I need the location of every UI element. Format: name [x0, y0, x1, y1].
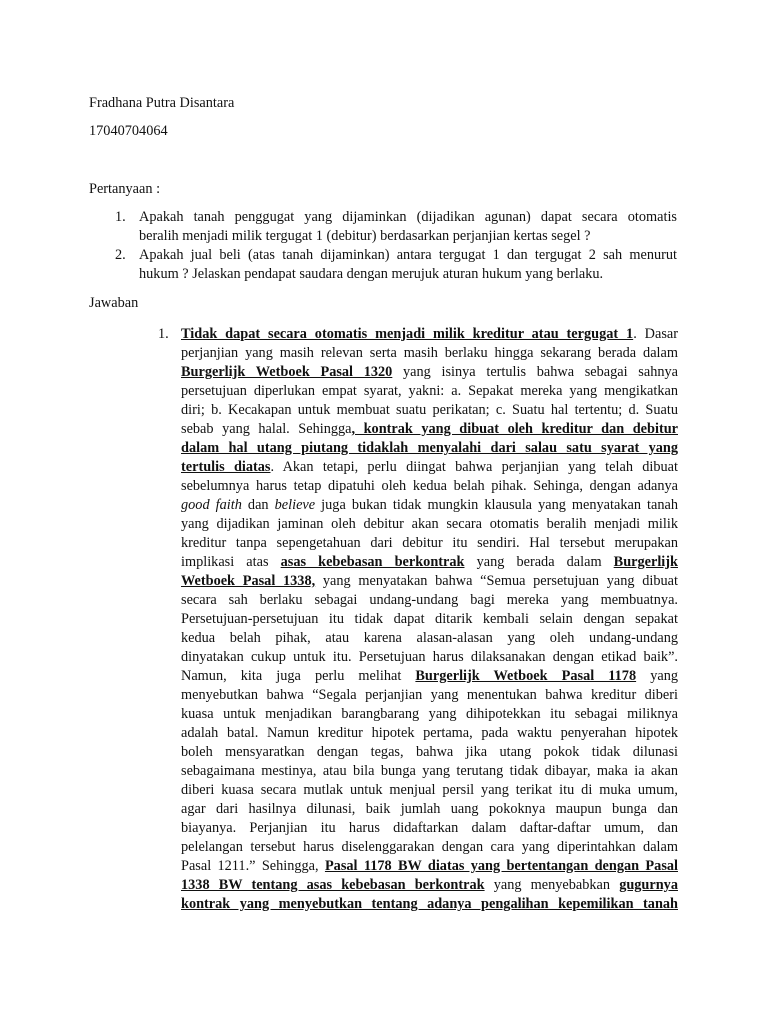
answer-text: . Dasar [633, 326, 678, 342]
answer-text: dan [241, 497, 275, 513]
legal-reference: Burgerlijk Wetboek Pasal 1320 [181, 364, 393, 380]
answer-text: Pasal 1211.” Sehingga, [181, 858, 325, 874]
question-line: hukum ? Jelaskan pendapat saudara dengan merujuk aturan hukum yang berlaku. [139, 266, 604, 282]
answer-text: yang dijadikan jaminan oleh debitur akan secara otomatis beralih menjadi milik [181, 516, 678, 532]
student-id: 17040704064 [89, 123, 168, 139]
answer-text: diberi kuasa secara mutlak untuk menjual persil yang terikat itu di muka umum, [181, 782, 678, 798]
answer-text: sebelumnya harus tetap dipatuhi oleh kedua belah pihak. Sehinga, dengan adanya [181, 478, 678, 494]
question-number: 2. [115, 247, 126, 263]
legal-reference: 1338 BW tentang asas kebebasan berkontrak [181, 877, 485, 893]
italic-term: good faith [181, 497, 242, 513]
legal-reference: Burgerlijk Wetboek Pasal 1178 [415, 668, 637, 684]
legal-reference: asas kebebasan berkontrak [280, 554, 465, 570]
answer-text: . Akan tetapi, perlu diingat bahwa perjanjian yang telah dibuat [270, 459, 678, 475]
answer-text: yang berada dalam [464, 554, 614, 570]
answer-text: pelelangan tersebut harus diselenggarakan dengan cara yang diperintahkan dalam [181, 839, 678, 855]
question-item-1 [115, 208, 677, 246]
answer-text: yang menyebabkan [484, 877, 620, 893]
answer-text: agar dari hasilnya dilunasi, baik jumlah uang pokoknya maupun bunga dan [181, 801, 678, 817]
question-line: Apakah tanah penggugat yang dijaminkan (dijadikan agunan) dapat secara otomatis [139, 209, 677, 225]
answer-text: Namun, kita juga perlu melihat [181, 668, 416, 684]
legal-reference: Wetboek Pasal 1338, [181, 573, 316, 589]
answer-text: yang isinya tertulis bahwa sebagai sahnya [392, 364, 679, 380]
answer-text: adalah batal. Namun kreditur hipotek pertama, pada waktu penyerahan hipotek [181, 725, 678, 741]
questions-label: Pertanyaan : [89, 181, 161, 197]
answer-text: yang [636, 668, 678, 684]
emphasis-text: dalam hal utang piutang tidaklah menyalahi dari salau satu syarat yang [181, 440, 678, 456]
author-name: Fradhana Putra Disantara [89, 95, 235, 111]
emphasis-text: Tidak dapat secara otomatis menjadi milik kreditur atau tergugat 1 [181, 326, 634, 342]
answer-text: dinyatakan cukup untuk itu. Persetujuan harus dilaksanakan dengan etikad baik”. [181, 649, 678, 665]
answer-text: yang menyatakan bahwa “Semua persetujuan yang dibuat [315, 573, 678, 589]
question-line: beralih menjadi milik tergugat 1 (debitur) berdasarkan perjanjian kertas segel ? [139, 228, 591, 244]
legal-reference: Burgerlijk [613, 554, 678, 570]
answer-number: 1. [158, 326, 169, 342]
answer-text: menyebutkan bahwa “Segala perjanjian yang menentukan bahwa kreditur diberi [181, 687, 678, 703]
emphasis-text: gugurnya [619, 877, 678, 893]
answer-text: boleh mensyaratkan dengan tegas, bahwa jika utang pokok tidak dilunasi [181, 744, 678, 760]
answer-text: kedua belah pihak, atau karena alasan-alasan yang oleh undang-undang [181, 630, 678, 646]
answer-text: kreditur tanpa sepengetahuan dari debitur itu sendiri. Hal tersebut merupakan [181, 535, 678, 551]
answer-text: biayanya. Perjanjian itu harus didaftarkan dalam daftar-daftar umum, dan [181, 820, 678, 836]
answer-text: Persetujuan-persetujuan itu tidak dapat ditarik kembali selain dengan sepakat [181, 611, 678, 627]
answer-text: diri; b. Kecakapan untuk membuat suatu perikatan; c. Suatu hal tertentu; d. Suatu [181, 402, 678, 418]
answer-text: juga bukan tidak mungkin klausula yang menyatakan tanah [315, 497, 679, 513]
answer-item-1 [158, 325, 678, 914]
italic-term: believe [274, 497, 316, 513]
emphasis-text: kontrak yang menyebutkan tentang adanya pengalihan kepemilikan tanah [181, 896, 678, 912]
emphasis-text: , kontrak yang dibuat oleh kreditur dan debitur [351, 421, 678, 437]
answer-text: sebagaimana mestinya, atau bila bunga yang terutang tidak dibayar, maka ia akan [181, 763, 678, 779]
answer-text: secara sah berlaku sebagai undang-undang bagi mereka yang membuatnya. [181, 592, 678, 608]
answer-text: implikasi atas [181, 554, 281, 570]
answer-text: sebab yang halal. Sehingga [181, 421, 352, 437]
answers-label: Jawaban [89, 295, 139, 311]
answer-text: persetujuan diperlukan empat syarat, yakni: a. Sepakat mereka yang mengikatkan [181, 383, 678, 399]
answer-paragraph [181, 325, 678, 914]
question-number: 1. [115, 209, 126, 225]
question-line: Apakah jual beli (atas tanah dijaminkan) antara tergugat 1 dan tergugat 2 sah menurut [139, 247, 677, 263]
emphasis-text: tertulis diatas [181, 459, 271, 475]
answer-text: perjanjian yang masih relevan serta masih berlaku hingga sekarang berada dalam [181, 345, 678, 361]
legal-reference: Pasal 1178 BW diatas yang bertentangan dengan Pasal [324, 858, 678, 874]
question-item-2 [115, 246, 677, 284]
answer-text: kuasa untuk menjadikan barangbarang yang dihipotekkan itu sebagai miliknya [181, 706, 678, 722]
